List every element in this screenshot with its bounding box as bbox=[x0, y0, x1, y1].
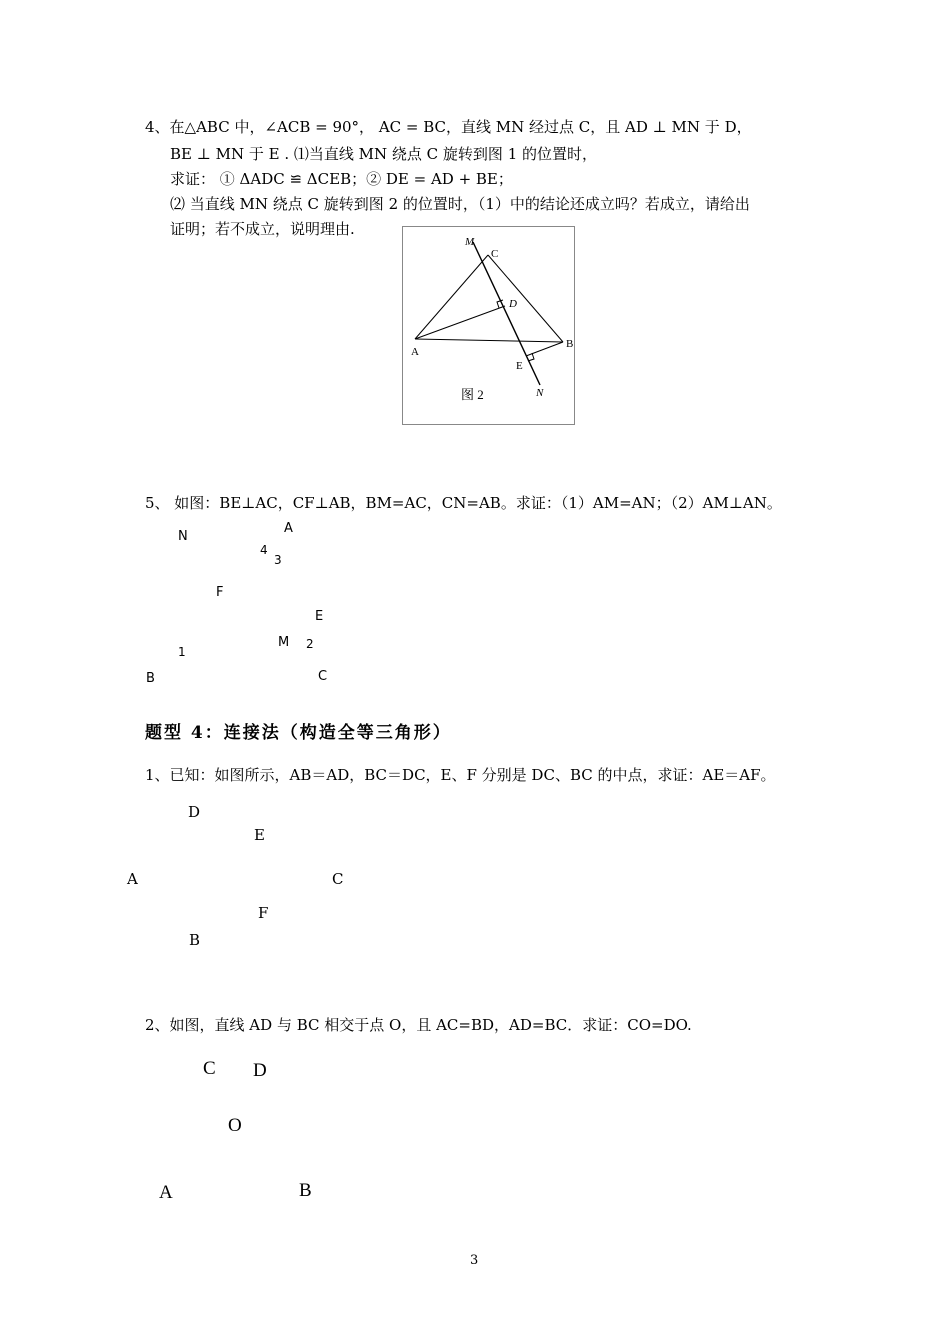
segment-be bbox=[526, 342, 563, 356]
s2-label-o: O bbox=[228, 1115, 242, 1136]
q4-line-1: 4、在△ABC 中，∠ACB = 90°， AC = BC，直线 MN 经过点 C，且 AD ⊥ MN 于 D， bbox=[145, 118, 752, 136]
figure-caption: 图 2 bbox=[461, 387, 484, 402]
label-a: A bbox=[411, 346, 419, 358]
q4-line-4: ⑵ 当直线 MN 绕点 C 旋转到图 2 的位置时，（1）中的结论还成立吗？若成立，请给出 bbox=[170, 195, 750, 213]
s1-label-d: D bbox=[188, 803, 201, 821]
line-mn bbox=[473, 242, 540, 385]
q5-label-1: 1 bbox=[178, 645, 186, 659]
q5-label-4: 4 bbox=[260, 543, 268, 557]
q5-label-f: F bbox=[216, 585, 224, 600]
segment-ac bbox=[415, 255, 488, 339]
label-c: C bbox=[491, 248, 499, 260]
q5-label-n: N bbox=[178, 529, 188, 544]
section-heading: 题型 4：连接法（构造全等三角形） bbox=[145, 723, 452, 743]
s1-label-e: E bbox=[254, 826, 265, 844]
q5-label-c: C bbox=[318, 669, 328, 684]
label-n: N bbox=[536, 387, 544, 399]
s2-label-b: B bbox=[299, 1180, 312, 1201]
s2-label-c: C bbox=[203, 1058, 216, 1079]
segment-ad bbox=[415, 306, 505, 339]
label-m: M bbox=[465, 236, 475, 248]
s2-label-d: D bbox=[253, 1060, 267, 1081]
label-e: E bbox=[516, 360, 523, 372]
s2-label-a: A bbox=[159, 1182, 173, 1203]
q4-figure-drawing bbox=[403, 227, 576, 426]
q5-label-a: A bbox=[284, 521, 293, 536]
label-b: B bbox=[566, 338, 574, 350]
page-number: 3 bbox=[470, 1253, 479, 1268]
label-d: D bbox=[509, 298, 517, 310]
s2-text: 2、如图，直线 AD 与 BC 相交于点 O，且 AC=BD，AD=BC．求证：CO=DO. bbox=[145, 1016, 692, 1034]
s1-label-c: C bbox=[332, 870, 344, 888]
q5-label-b: B bbox=[146, 671, 155, 686]
s1-label-a: A bbox=[127, 870, 138, 888]
q4-line-2: BE ⊥ MN 于 E . ⑴当直线 MN 绕点 C 旋转到图 1 的位置时， bbox=[170, 145, 598, 163]
q4-figure bbox=[402, 226, 575, 425]
s1-label-b: B bbox=[189, 931, 201, 949]
s1-label-f: F bbox=[258, 904, 269, 922]
q5-label-3: 3 bbox=[274, 553, 282, 567]
q5-label-m: M bbox=[278, 635, 290, 650]
s1-text: 1、已知：如图所示，AB＝AD，BC＝DC，E、F 分别是 DC、BC 的中点，求证：AE＝AF。 bbox=[145, 766, 776, 784]
q5-label-e: E bbox=[315, 609, 324, 624]
q5-text: 5、 如图：BE⊥AC，CF⊥AB，BM=AC，CN=AB。求证：（1）AM=AN；（2）AM⊥AN。 bbox=[145, 494, 782, 512]
q4-line-3: 求证： ① ΔADC ≌ ΔCEB；② DE = AD + BE； bbox=[170, 170, 513, 188]
segment-ab bbox=[415, 339, 563, 342]
q5-label-2: 2 bbox=[306, 637, 314, 651]
q4-line-5: 证明；若不成立，说明理由. bbox=[170, 220, 355, 238]
